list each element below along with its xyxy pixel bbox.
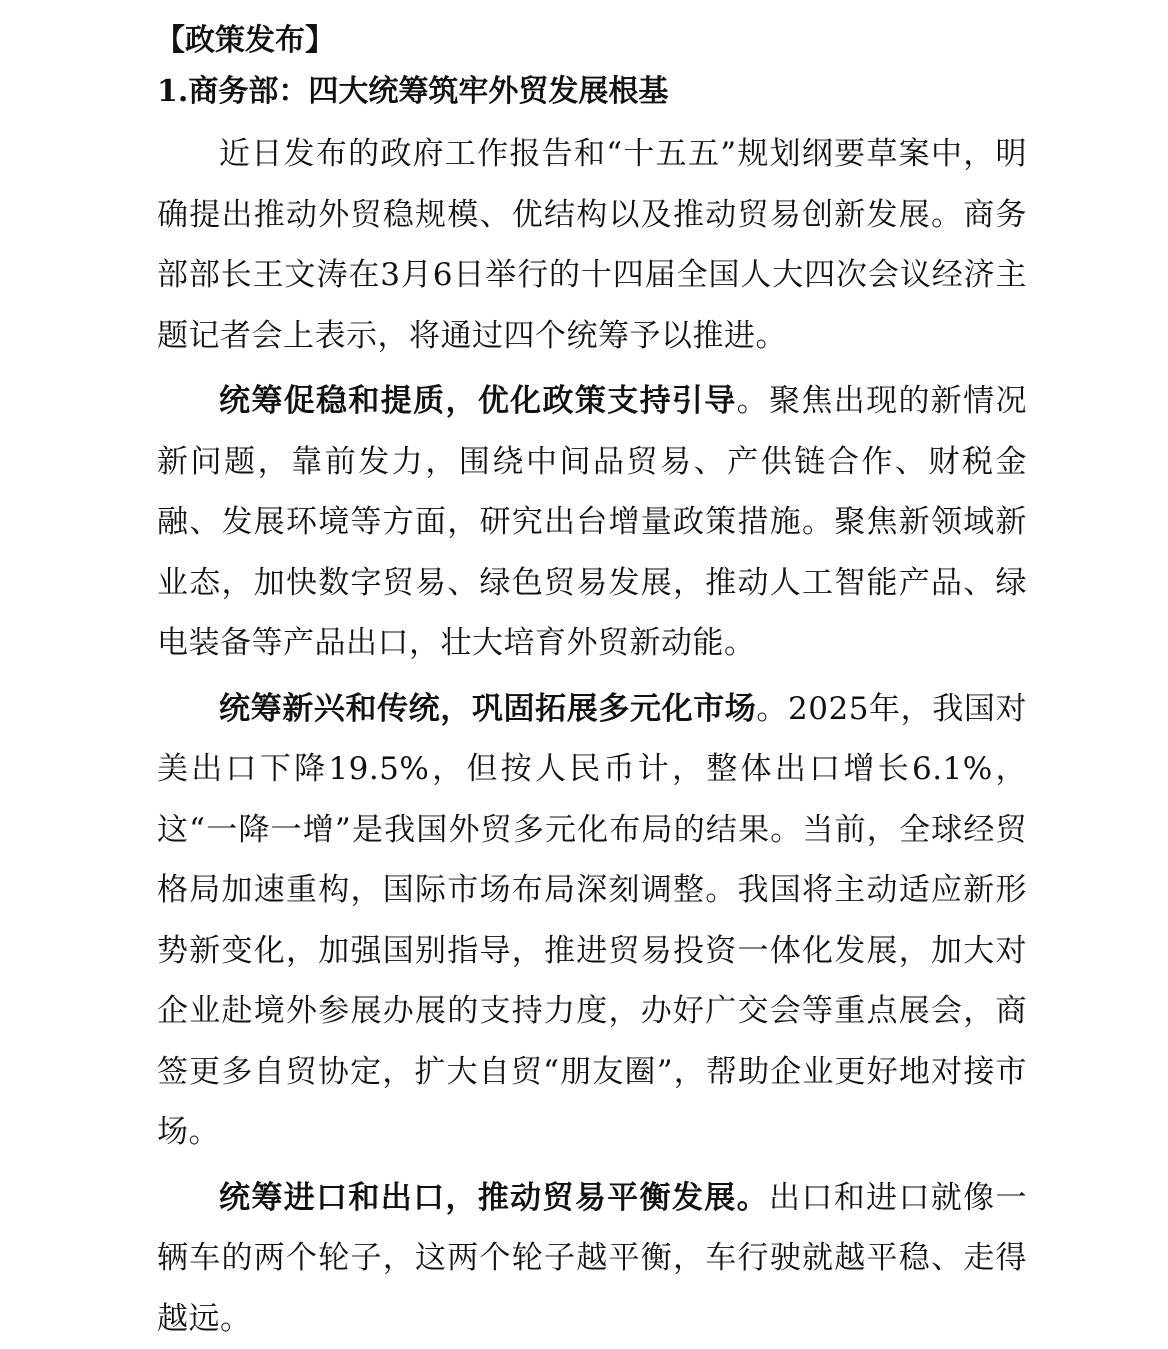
document-page: [157, 18, 1027, 1349]
section-tag: 【政策发布】: [155, 18, 1027, 64]
paragraph-lead: 统筹新兴和传统，巩固拓展多元化市场: [219, 691, 756, 727]
paragraph-lead: 统筹促稳和提质，优化政策支持引导: [219, 383, 737, 419]
paragraph-trade-balance: [157, 1168, 1027, 1349]
paragraph-lead: 统筹进口和出口，推动贸易平衡发展。: [219, 1180, 769, 1216]
paragraph-stability-quality: [157, 371, 1027, 674]
paragraph-diversified-markets: [157, 679, 1027, 1163]
article-title: 1.商务部：四大统筹筑牢外贸发展根基: [157, 69, 1027, 115]
paragraph-body: 近日发布的政府工作报告和“十五五”规划纲要草案中，明确提出推动外贸稳规模、优结构以及推动贸易创新发展。商务部部长王文涛在3月6日举行的十四届全国人大四次会议经济主题记者会上表示，将通过四个统筹予以推进。: [157, 136, 1027, 354]
paragraph-intro: [157, 124, 1027, 366]
paragraph-body: 。聚焦出现的新情况新问题，靠前发力，围绕中间品贸易、产供链合作、财税金融、发展环境等方面，研究出台增量政策措施。聚焦新领域新业态，加快数字贸易、绿色贸易发展，推动人工智能产品、绿电装备等产品出口，壮大培育外贸新动能。: [157, 383, 1027, 661]
paragraph-body: 。2025年，我国对美出口下降19.5%，但按人民币计，整体出口增长6.1%，这“一降一增”是我国外贸多元化布局的结果。当前，全球经贸格局加速重构，国际市场布局深刻调整。我国将主动适应新形势新变化，加强国别指导，推进贸易投资一体化发展，加大对企业赴境外参展办展的支持力度，办好广交会等重点展会，商签更多自贸协定，扩大自贸“朋友圈”，帮助企业更好地对接市场。: [157, 691, 1027, 1151]
paragraph-body: 出口和进口就像一辆车的两个轮子，这两个轮子越平衡，车行驶就越平稳、走得越远。: [157, 1180, 1027, 1337]
